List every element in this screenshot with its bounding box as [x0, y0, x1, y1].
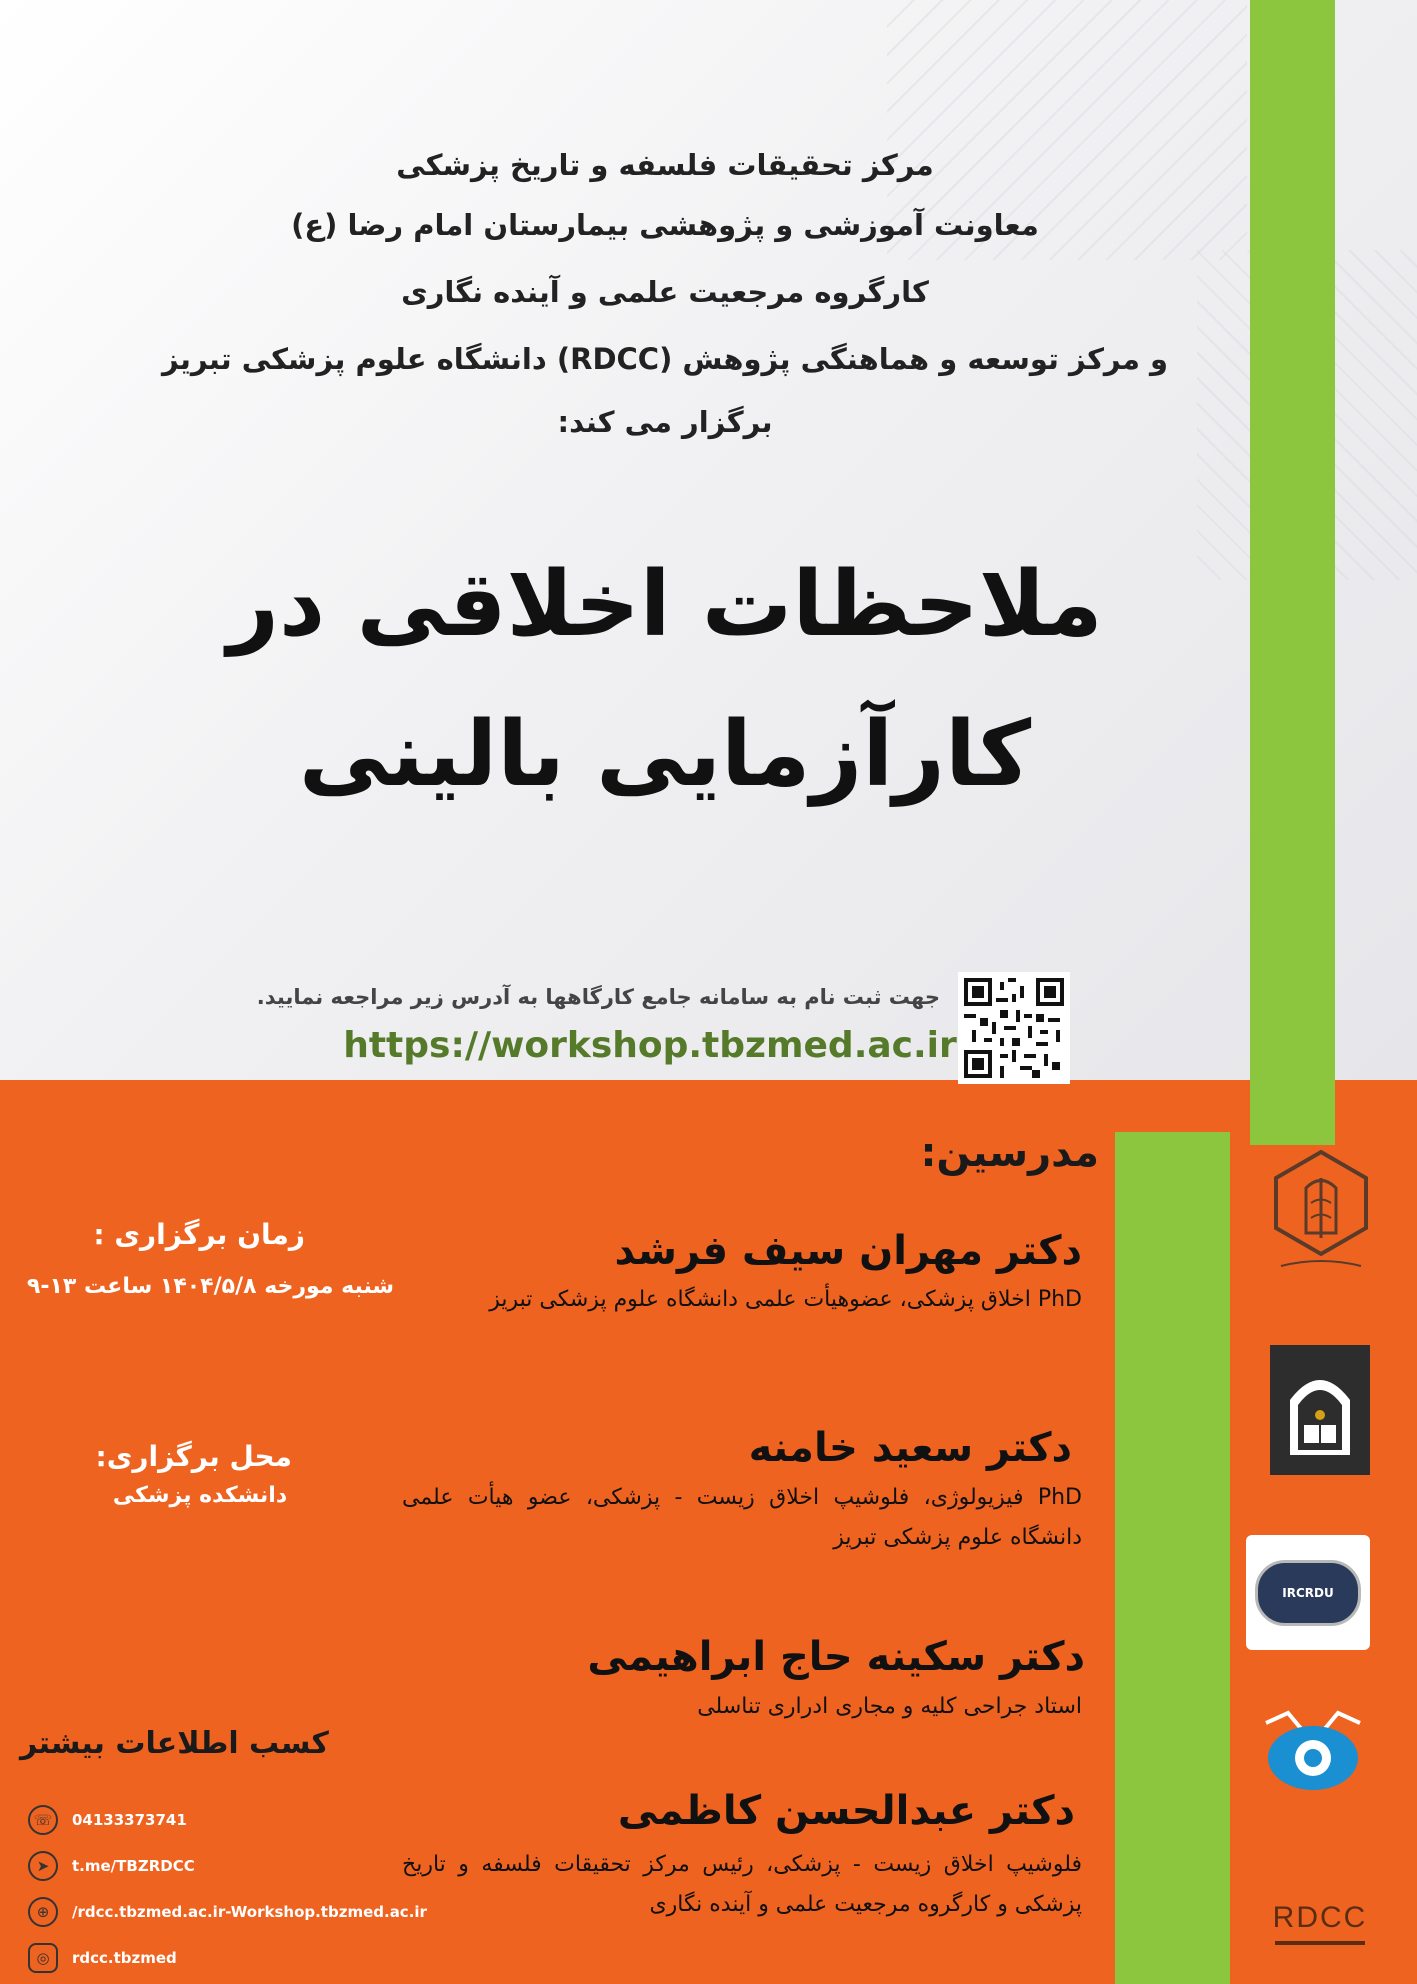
place-value: دانشکده پزشکی — [112, 1483, 288, 1508]
teacher-1-desc: PhD اخلاق پزشکی، عضوهیأت علمی دانشگاه علوم پزشکی تبریز — [489, 1287, 1082, 1312]
phone-row[interactable] — [28, 1804, 187, 1836]
rdcc-logo — [1265, 1875, 1375, 1970]
telegram-row[interactable] — [28, 1850, 195, 1882]
header-line-5: برگزار می کند: — [557, 405, 773, 439]
teacher-2-desc: PhD فیزیولوژی، فلوشیپ اخلاق زیست - پزشکی، عضو هیأت علمی دانشگاه علوم پزشکی تبریز — [402, 1485, 1082, 1550]
university-emblem-icon — [1266, 1148, 1376, 1278]
instagram-row[interactable] — [28, 1942, 177, 1974]
phone-icon: ☏ — [28, 1805, 58, 1835]
mosque-book-icon — [1280, 1355, 1360, 1465]
phone-text: 04133373741 — [72, 1811, 187, 1829]
web-text: /rdcc.tbzmed.ac.ir-Workshop.tbzmed.ac.ir — [72, 1903, 427, 1921]
teachers-heading: مدرسین: — [920, 1130, 1099, 1176]
qr-code-icon — [964, 978, 1064, 1078]
header-line-4: و مرکز توسعه و هماهنگی پژوهش (RDCC) دانشگاه علوم پزشکی تبریز — [161, 342, 1169, 376]
header-line-2: معاونت آموزشی و پژوهشی بیمارستان امام رضا (ع) — [291, 208, 1039, 242]
rdcc-logo-underline — [1275, 1941, 1365, 1945]
green-stripe — [1250, 0, 1335, 1145]
green-stripe — [1115, 1132, 1230, 1984]
teacher-3-name: دکتر سکینه حاج ابراهیمی — [587, 1634, 1085, 1680]
workshop-title-line-1: ملاحظات اخلاقی در — [227, 552, 1103, 657]
teacher-2-name: دکتر سعید خامنه — [748, 1425, 1072, 1471]
teacher-3-desc: استاد جراحی کلیه و مجاری ادراری تناسلی — [697, 1694, 1082, 1719]
university-logo — [1262, 1145, 1380, 1280]
web-row[interactable] — [28, 1896, 427, 1928]
teacher-4-name: دکتر عبدالحسن کاظمی — [617, 1788, 1075, 1834]
instagram-icon: ◎ — [28, 1943, 58, 1973]
teacher-4-desc: فلوشیپ اخلاق زیست - پزشکی، رئیس مرکز تحقیقات فلسفه و تاریخ پزشکی و کارگروه مرجعیت علمی و آینده نگاری — [402, 1852, 1082, 1917]
time-value: شنبه مورخه ۱۴۰۴/۵/۸ ساعت ۱۳-۹ — [26, 1274, 395, 1299]
registration-text: جهت ثبت نام به سامانه جامع کارگاهها به آدرس زیر مراجعه نمایید. — [256, 985, 940, 1009]
instagram-text: rdcc.tbzmed — [72, 1949, 177, 1967]
qr-code[interactable] — [958, 972, 1070, 1084]
registration-url[interactable]: https://workshop.tbzmed.ac.ir — [343, 1025, 957, 1066]
contact-heading: کسب اطلاعات بیشتر — [20, 1726, 329, 1761]
workshop-title-line-2: کارآزمایی بالینی — [298, 702, 1032, 807]
telegram-icon: ➤ — [28, 1851, 58, 1881]
telegram-text: t.me/TBZRDCC — [72, 1857, 195, 1875]
eye-logo — [1255, 1700, 1370, 1805]
teacher-1-name: دکتر مهران سیف فرشد — [614, 1228, 1082, 1274]
ircrdu-logo — [1246, 1535, 1370, 1650]
research-center-logo — [1270, 1345, 1370, 1475]
eye-emblem-icon — [1258, 1703, 1368, 1803]
place-heading: محل برگزاری: — [95, 1440, 292, 1473]
header-line-3: کارگروه مرجعیت علمی و آینده نگاری — [401, 275, 929, 309]
time-heading: زمان برگزاری : — [93, 1218, 305, 1251]
ircrdu-label: IRCRDU — [1282, 1585, 1334, 1600]
header-line-1: مرکز تحقیقات فلسفه و تاریخ پزشکی — [396, 148, 934, 182]
globe-icon: ⊕ — [28, 1897, 58, 1927]
rdcc-logo-text: RDCC — [1272, 1900, 1368, 1934]
